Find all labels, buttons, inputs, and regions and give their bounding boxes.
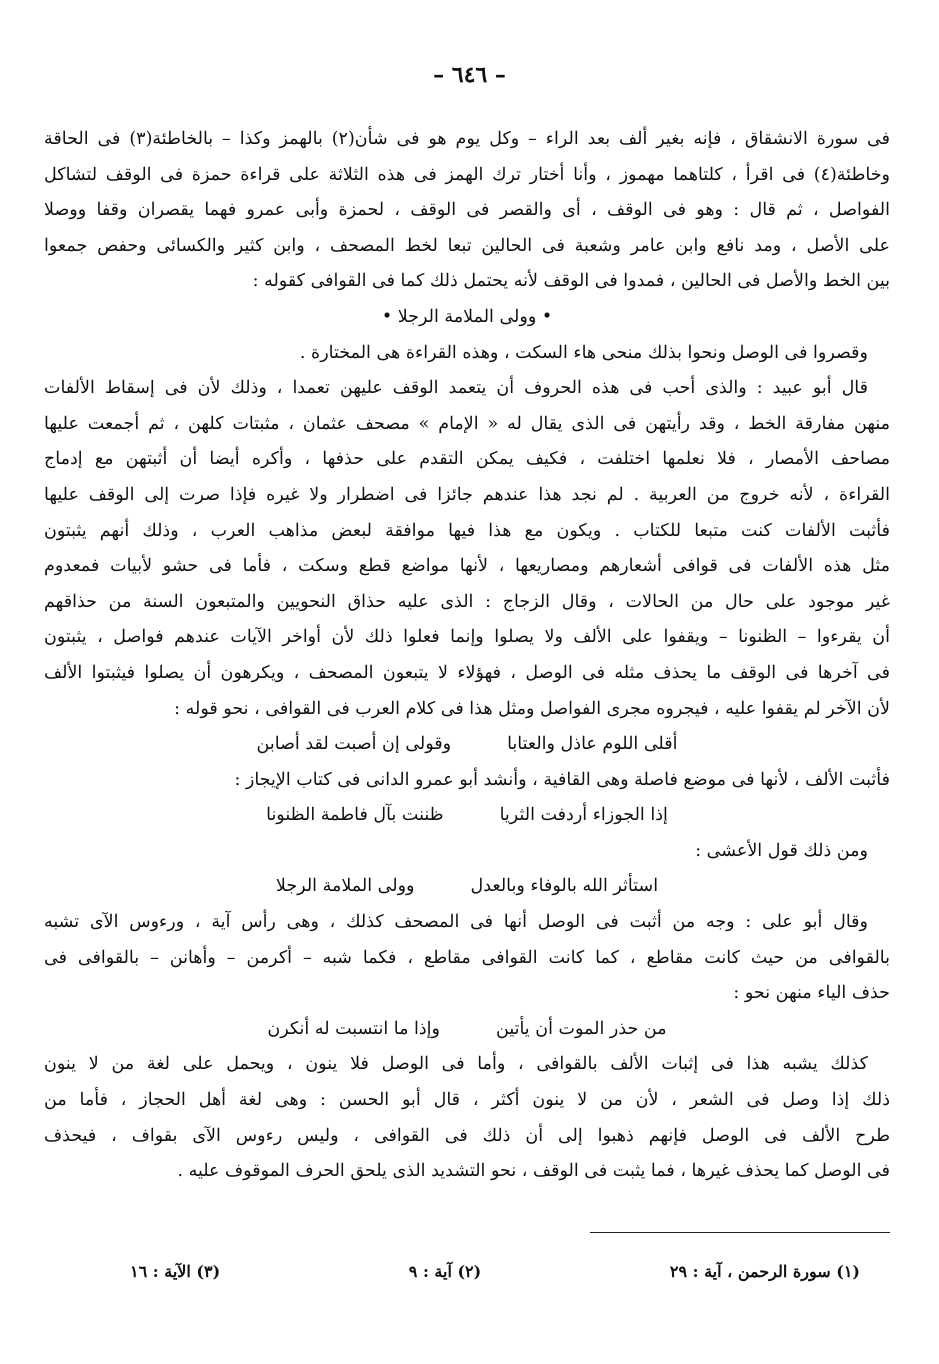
footnote-1: (١) سورة الرحمن ، آية : ٢٩ bbox=[669, 1262, 860, 1281]
text-line: فى سورة الانشقاق ، فإنه بغير ألف بعد الراء – وكل يوم هو فى شأن(٢) بالهمز وكذا – بالخاطئة(٣) فى الحاقة bbox=[44, 129, 890, 149]
text-line: بالقوافى من حيث كانت مقاطع ، كما كانت القوافى مقاطع ، فكما شبه – أكرمن – وأهانن – بالقوافى فى bbox=[44, 947, 890, 968]
verse-hemistich-2: ظننت بآل فاطمة الظنونا bbox=[266, 805, 444, 826]
text-line: أن يقرءوا – الظنونا – ويقفوا على الألف ولا يصلوا وإنما فعلوا ذلك لأن أواخر الآيات عندهم فواصل ، يثبتون bbox=[44, 627, 890, 648]
text-line: الفواصل ، ثم قال : وهو فى الوقف ، أى والقصر فى الوقف ، لحمزة وأبى عمرو فهما يقصران وقفا ووصلا bbox=[44, 200, 890, 221]
footnote-2: (٢) آية : ٩ bbox=[408, 1262, 482, 1281]
text-line: قال أبو عبيد : والذى أحب فى هذه الحروف أن يتعمد الوقف عليهن تعمدا ، وذلك لأن فى إسقاط الألفات bbox=[44, 378, 868, 399]
text-line: فى آخرها فى الوقف ما يحذف مثله فى الوصل ، فهؤلاء لا يتبعون المصحف ، ويكرهون أن يصلوا فيثبتوا الألف bbox=[44, 662, 890, 683]
footnote-divider bbox=[590, 1232, 890, 1233]
verse-hemistich-2: وإذا ما انتسبت له أنكرن bbox=[267, 1018, 440, 1039]
text-line: غير موجود على حال من الحالات ، وقال الزجاج : الذى عليه حذاق النحويين والمتبعون السنة من حذاقهم bbox=[44, 591, 890, 612]
verse-line bbox=[44, 798, 890, 834]
text-line: فأثبت الألف ، لأنها فى موضع فاصلة وهى القافية ، وأنشد أبو عمرو الدانى فى كتاب الإيجاز : bbox=[234, 769, 890, 790]
verse-hemistich-2: وولى الملامة الرجلا bbox=[275, 876, 415, 897]
text-line: كذلك يشبه هذا فى إثبات الألف بالقوافى ، وأما فى الوصل فلا ينون ، ويحمل على لغة من لا ينون bbox=[44, 1054, 868, 1075]
text-line: حذف الياء منهن نحو : bbox=[733, 983, 890, 1004]
text-line: طرح الألف فى الوصل فإنهم ذهبوا إلى أن ذلك فى القوافى ، وليس رءوس الآى بقواف ، فيحذف bbox=[44, 1125, 890, 1146]
page-number: – ٦٤٦ – bbox=[433, 62, 506, 88]
verse-hemistich-1: إذا الجوزاء أردفت الثريا bbox=[499, 805, 668, 826]
text-line: القراءة ، لأنه خروج من العربية . لم نجد هذا عندهم جائزا فى اضطرار ولا غيره فإذا صرت إلى الوقف عليها bbox=[44, 484, 890, 505]
text-line: فأثبت الألفات كنت متبعا للكتاب . ويكون مع هذا فيها موافقة لبعض مذاهب العرب ، وذلك أنهم يثبتون bbox=[44, 520, 890, 541]
footnotes bbox=[130, 1262, 860, 1281]
text-line: ذلك إذا وصل فى الشعر ، لأن من لا ينون أكثر ، قال أبو الحسن : وهى لغة أهل الحجاز ، فأما من bbox=[44, 1090, 890, 1111]
verse-line: • وولى الملامة الرجلا • bbox=[381, 306, 553, 327]
text-line: وقصروا فى الوصل ونحوا بذلك منحى هاء السكت ، وهذه القراءة هى المختارة . bbox=[299, 342, 868, 363]
verse-line bbox=[44, 869, 890, 905]
verse-line bbox=[44, 727, 890, 763]
text-line: لأن الآخر لم يقفوا عليه ، فيجروه مجرى الفواصل ومثل هذا فى كلام العرب فى القوافى ، نحو قوله : bbox=[174, 698, 890, 719]
verse-line bbox=[44, 1012, 890, 1048]
text-line: وخاطئة(٤) فى اقرأ ، كلتاهما مهموز ، وأنا أختار ترك الهمز فى هذه الثلاثة على قراءة حمزة فى الوقف لتشاكل bbox=[44, 164, 890, 185]
text-line: مثل هذه الألفات فى قوافى أشعارهم ومصاريعها ، لأنها مواضع قطع وسكت ، فأما فى حشو لأبيات فمعدوم bbox=[44, 556, 890, 577]
text-line: بين الخط والأصل فى الحالين ، فمدوا فى الوقف لأنه يحتمل ذلك كما فى القوافى كقوله : bbox=[252, 271, 890, 292]
text-line: منهن مفارقة الخط ، وقد رأيتهن فى الذى يقال له « الإمام » مصحف عثمان ، مثبتات كلهن ، ثم أجمعت عليها bbox=[44, 413, 890, 434]
verse-hemistich-1: من حذر الموت أن يأتين bbox=[496, 1018, 667, 1039]
text-line: ومن ذلك قول الأعشى : bbox=[695, 840, 868, 861]
text-line: وقال أبو على : وجه من أثبت فى الوصل أنها فى المصحف كذلك ، وهى رأس آية ، ورءوس الآى تشبه bbox=[44, 912, 868, 933]
verse-hemistich-1: استأثر الله بالوفاء وبالعدل bbox=[470, 876, 659, 897]
text-line: مصاحف الأمصار ، فلا نعلمها اختلفت ، فكيف يمكن التقدم على حذفها ، وأكره أيضا أن أثبتهن مع إدماج bbox=[44, 449, 890, 470]
body-text bbox=[44, 122, 890, 1190]
verse-hemistich-1: أقلى اللوم عاذل والعتابا bbox=[507, 734, 678, 755]
text-line: على الأصل ، ومد نافع وابن عامر وشعبة فى الحالين تبعا لخط المصحف ، وابن كثير والكسائى وحفص جمعوا bbox=[44, 235, 890, 256]
footnote-3: (٣) الآية : ١٦ bbox=[130, 1262, 221, 1281]
verse-hemistich-2: وقولى إن أصبت لقد أصابن bbox=[256, 734, 452, 755]
text-line: فى الوصل كما يحذف غيرها ، فما يثبت فى الوقف ، نحو التشديد الذى يلحق الحرف الموقوف عليه . bbox=[177, 1161, 890, 1182]
